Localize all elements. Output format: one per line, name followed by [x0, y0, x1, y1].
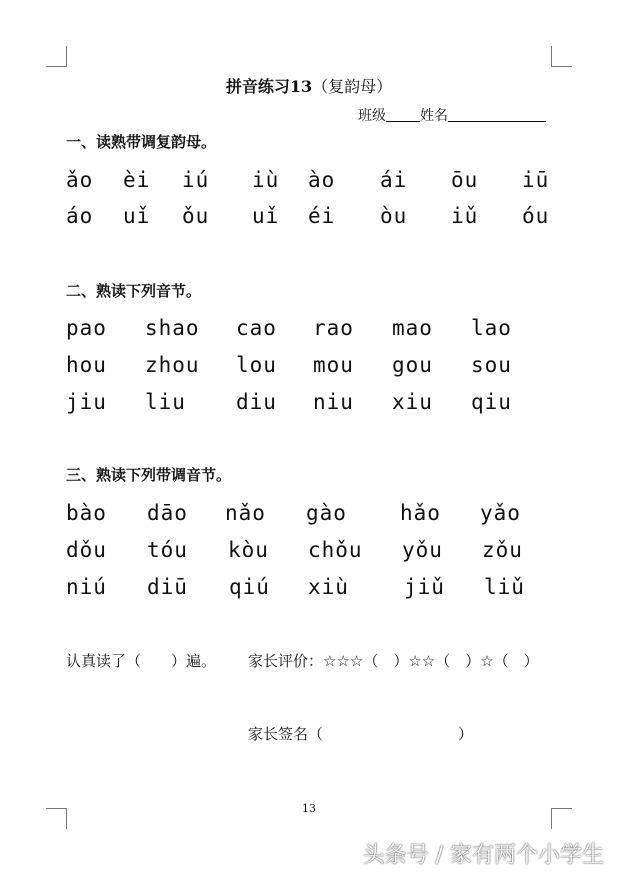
syllable: cao	[236, 316, 277, 340]
syllable: yǒu	[402, 538, 443, 562]
name-blank	[448, 107, 546, 122]
title-main: 拼音练习13	[225, 77, 313, 96]
syllable: hǎo	[400, 501, 441, 525]
crop-mark-top-left	[46, 46, 67, 67]
syllable: dǒu	[66, 538, 107, 562]
syllable: uǐ	[123, 204, 151, 228]
syllable: iú	[182, 168, 210, 192]
crop-mark-top-right	[551, 46, 572, 67]
class-blank	[386, 107, 420, 122]
syllable: chǒu	[308, 538, 363, 562]
syllable: gào	[306, 501, 347, 525]
syllable: xiù	[308, 575, 349, 599]
syllable: áo	[66, 204, 94, 228]
syllable: ái	[380, 168, 408, 192]
syllable: liǔ	[484, 575, 525, 599]
syllable: niu	[313, 390, 354, 414]
syllable: ǒu	[182, 204, 210, 228]
syllable: zǒu	[482, 538, 523, 562]
watermark: 头条号 / 家有两个小学生	[362, 843, 604, 868]
syllable: zhou	[145, 353, 200, 377]
syllable: uǐ	[252, 204, 280, 228]
syllable: nǎo	[225, 501, 266, 525]
page-number: 13	[302, 802, 316, 815]
syllable: ǎo	[66, 168, 94, 192]
syllable: kòu	[228, 538, 269, 562]
syllable: xiu	[392, 390, 433, 414]
class-name-line	[358, 105, 546, 125]
syllable: iǔ	[451, 204, 479, 228]
syllable: iū	[522, 168, 550, 192]
read-times-line: 认真读了（ ）遍。	[66, 652, 217, 670]
parent-rating-line: 家长评价：☆☆☆（ ）☆☆（ ）☆（ ）	[248, 652, 539, 670]
syllable: jiu	[66, 390, 107, 414]
syllable: bào	[66, 501, 107, 525]
syllable: diū	[147, 575, 188, 599]
syllable: liu	[145, 390, 186, 414]
syllable: hou	[66, 353, 107, 377]
syllable: éi	[308, 204, 336, 228]
syllable: ōu	[451, 168, 479, 192]
syllable: ào	[308, 168, 336, 192]
syllable: lao	[471, 316, 512, 340]
syllable: èi	[123, 168, 151, 192]
section-3-heading: 三、熟读下列带调音节。	[66, 466, 232, 484]
section-1-heading: 一、读熟带调复韵母。	[66, 133, 217, 151]
syllable: niú	[66, 575, 107, 599]
syllable: shao	[145, 316, 200, 340]
title-sub: （复韵母）	[312, 77, 393, 96]
syllable: pao	[66, 316, 107, 340]
syllable: óu	[522, 204, 550, 228]
syllable: lou	[236, 353, 277, 377]
syllable: qiu	[471, 390, 512, 414]
syllable: òu	[380, 204, 408, 228]
syllable: gou	[392, 353, 433, 377]
syllable: jiǔ	[404, 575, 445, 599]
syllable: yǎo	[480, 501, 521, 525]
page-title	[0, 74, 618, 97]
syllable: diu	[236, 390, 277, 414]
syllable: rao	[313, 316, 354, 340]
section-2-heading: 二、熟读下列音节。	[66, 282, 202, 300]
syllable: tóu	[147, 538, 188, 562]
syllable: mao	[392, 316, 433, 340]
parent-signature-line: 家长签名（ ）	[248, 725, 474, 743]
syllable: sou	[471, 353, 512, 377]
syllable: dāo	[147, 501, 188, 525]
syllable: mou	[313, 353, 354, 377]
name-label: 姓名	[420, 108, 448, 124]
syllable: iù	[252, 168, 280, 192]
class-label: 班级	[358, 108, 386, 124]
syllable: qiú	[229, 575, 270, 599]
